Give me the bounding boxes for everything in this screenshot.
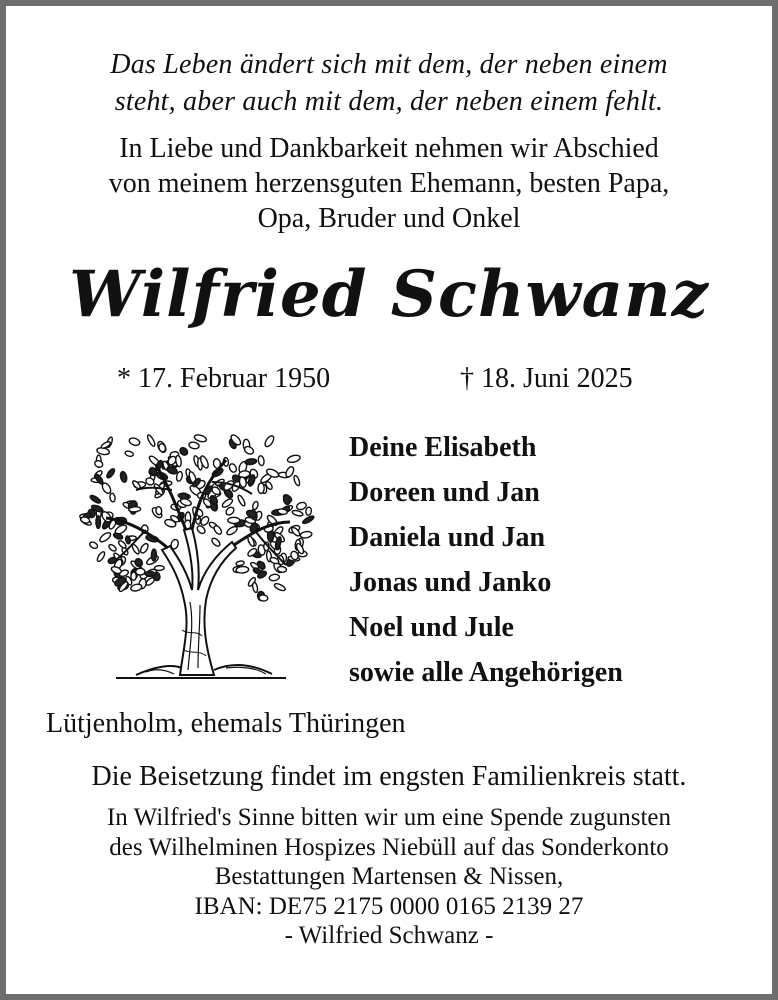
leaf bbox=[145, 571, 156, 576]
leaf bbox=[293, 475, 301, 486]
leaf bbox=[258, 455, 265, 466]
tree-icon bbox=[76, 430, 316, 680]
leaf bbox=[277, 566, 287, 573]
leaf bbox=[151, 549, 156, 561]
leaf bbox=[259, 595, 268, 602]
mourner: Deine Elisabeth bbox=[349, 432, 537, 463]
quote-line: steht, aber auch mit dem, der neben einem fehlt. bbox=[114, 86, 664, 117]
intro-line: In Liebe und Dankbarkeit nehmen wir Abschied bbox=[119, 133, 659, 164]
mourner: sowie alle Angehörigen bbox=[349, 657, 623, 688]
leaf bbox=[178, 446, 189, 457]
leaf bbox=[258, 483, 264, 494]
leaf bbox=[302, 515, 315, 525]
mourner: Doreen und Jan bbox=[349, 477, 540, 508]
leaf bbox=[305, 507, 311, 516]
donation-signature: - Wilfried Schwanz - bbox=[284, 922, 494, 949]
leaf bbox=[119, 471, 127, 483]
quote-line: Das Leben ändert sich mit dem, der neben einem bbox=[110, 49, 668, 80]
leaf bbox=[100, 441, 111, 450]
leaf bbox=[213, 524, 223, 535]
leaf bbox=[128, 437, 140, 447]
leaf bbox=[158, 443, 167, 453]
leaf bbox=[300, 531, 312, 539]
leaf bbox=[96, 516, 101, 529]
mourners-list bbox=[349, 425, 623, 695]
leaf bbox=[236, 560, 245, 566]
mourner: Daniela und Jan bbox=[349, 522, 546, 553]
leaf bbox=[194, 434, 208, 443]
death-date: † 18. Juni 2025 bbox=[460, 363, 633, 394]
intro-text bbox=[0, 131, 778, 236]
leaf bbox=[228, 517, 240, 523]
intro-line: von meinem herzensguten Ehemann, besten Papa, bbox=[108, 168, 670, 199]
leaf bbox=[94, 460, 104, 469]
leaf bbox=[98, 531, 112, 543]
leaf bbox=[296, 501, 307, 511]
leaf bbox=[196, 524, 207, 535]
quote bbox=[0, 46, 778, 120]
leaf bbox=[89, 494, 102, 504]
leaf bbox=[105, 468, 115, 479]
leaf bbox=[124, 450, 133, 457]
donation-note bbox=[0, 803, 778, 951]
leaf bbox=[129, 506, 141, 512]
leaf bbox=[109, 493, 115, 502]
mourner: Noel und Jule bbox=[349, 612, 514, 643]
leaf bbox=[245, 458, 257, 465]
iban: IBAN: DE75 2175 0000 0165 2139 27 bbox=[194, 892, 584, 920]
leaf bbox=[274, 536, 282, 549]
leaf bbox=[236, 566, 249, 573]
place: Lütjenholm, ehemals Thüringen bbox=[46, 708, 406, 739]
mourner: Jonas und Janko bbox=[349, 567, 552, 598]
leaf bbox=[237, 494, 246, 506]
intro-line: Opa, Bruder und Onkel bbox=[257, 203, 521, 234]
leaf bbox=[108, 543, 118, 552]
leaf bbox=[226, 525, 239, 536]
leaf bbox=[273, 582, 286, 592]
leaf bbox=[252, 582, 258, 593]
leaf bbox=[252, 501, 259, 510]
leaf bbox=[131, 572, 137, 580]
leaf bbox=[263, 434, 275, 448]
birth-date: * 17. Februar 1950 bbox=[117, 363, 331, 394]
burial-note: Die Beisetzung findet im engsten Familienkreis statt. bbox=[91, 761, 687, 792]
leaf bbox=[89, 541, 99, 550]
leaf bbox=[156, 506, 163, 515]
leaf bbox=[136, 568, 145, 575]
leaf bbox=[269, 574, 280, 582]
leaf bbox=[146, 434, 156, 447]
leaf bbox=[228, 463, 238, 474]
donation-line: des Wilhelminen Hospizes Niebüll auf das Sonderkonto bbox=[109, 833, 669, 861]
donation-line: In Wilfried's Sinne bitten wir um eine Spende zugunsten bbox=[106, 804, 672, 831]
donation-line: Bestattungen Martensen & Nissen, bbox=[214, 863, 564, 890]
deceased-name: Wilfried Schwanz bbox=[69, 257, 709, 332]
leaf bbox=[287, 454, 301, 464]
leaf bbox=[96, 551, 106, 563]
leaf bbox=[188, 441, 199, 449]
leaf bbox=[139, 542, 149, 554]
leaf bbox=[292, 509, 304, 516]
leaf bbox=[211, 537, 222, 548]
